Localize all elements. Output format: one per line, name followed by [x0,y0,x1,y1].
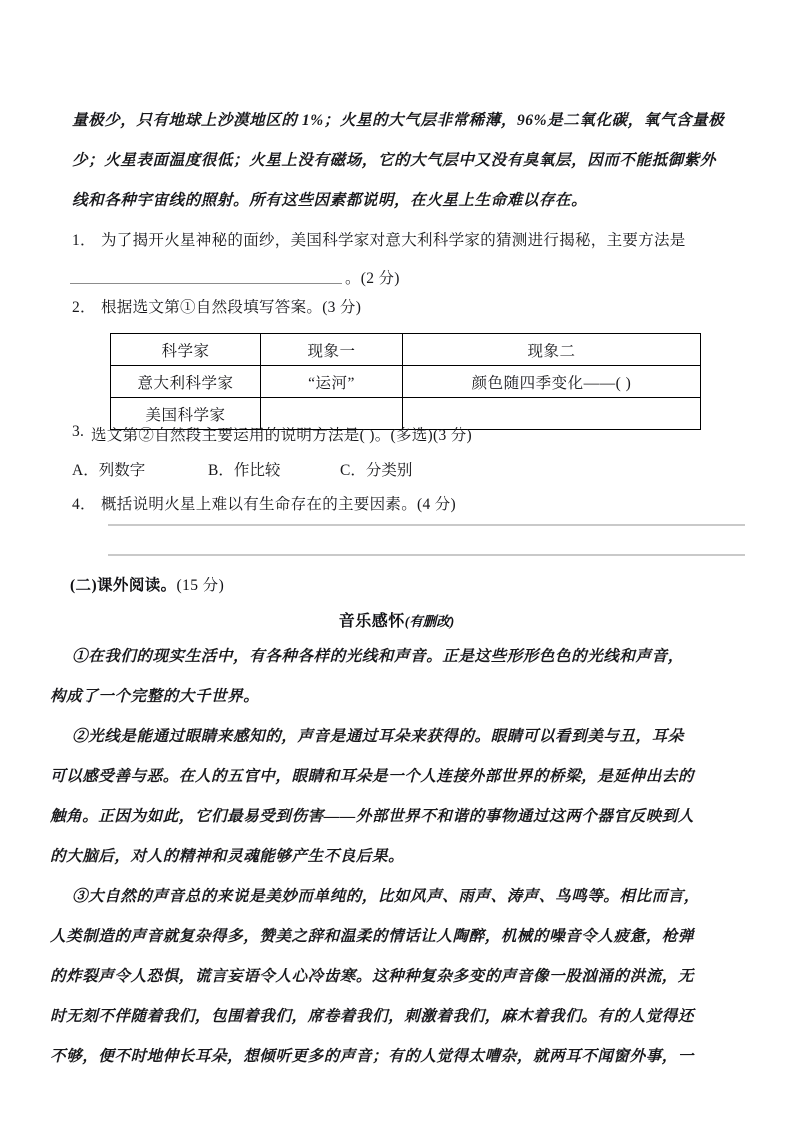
article-paragraph-line: 时无刻不伴随着我们，包围着我们，席卷着我们，刺激着我们，麻木着我们。有的人觉得还 [50,1008,695,1025]
question-1-answer-blank[interactable] [70,283,342,284]
question-3-option-a[interactable]: A．列数字 [72,462,146,479]
section-two-label: (二)课外阅读。 [70,577,177,594]
question-3-text: 选文第②自然段主要运用的说明方法是( )。(多选)(3 分) [91,427,472,444]
article-paragraph-line: 构成了一个完整的大千世界。 [50,688,260,705]
question-2-text: 根据选文第①自然段填写答案。(3 分) [101,299,362,316]
table-cell-scientist: 意大利科学家 [111,366,261,398]
table-header-cell: 科学家 [111,334,261,366]
question-4-answer-line[interactable] [108,524,745,526]
question-1-score: 。(2 分) [345,270,400,287]
article-paragraph-line: 人类制造的声音就复杂得多，赞美之辞和温柔的情话让人陶醉，机械的噪音令人疲惫，枪弹 [50,928,695,945]
article-paragraph-line: 的炸裂声令人恐惧，谎言妄语令人心冷齿寒。这种种复杂多变的声音像一股汹涌的洪流，无 [50,968,695,985]
question-4-answer-line[interactable] [108,554,745,556]
passage-line: 线和各种宇宙线的照射。所有这些因素都说明，在火星上生命难以存在。 [72,192,588,209]
question-1-text: 为了揭开火星神秘的面纱，美国科学家对意大利科学家的猜测进行揭秘，主要方法是 [101,232,686,249]
table-cell-scientist: 美国科学家 [111,398,261,430]
article-paragraph-line: ②光线是能通过眼睛来感知的，声音是通过耳朵来获得的。眼睛可以看到美与丑，耳朵 [72,728,684,745]
article-title-row [0,608,793,631]
article-title-note: (有删改) [404,614,455,629]
article-title: 音乐感怀 [338,613,405,630]
table-header-cell: 现象一 [261,334,403,366]
article-paragraph-line: 可以感受善与恶。在人的五官中，眼睛和耳朵是一个人连接外部世界的桥梁，是延伸出去的 [50,768,695,785]
passage-line: 量极少，只有地球上沙漠地区的 1%；火星的大气层非常稀薄，96%是二氧化碳，氧气含量极 [72,112,725,129]
article-paragraph-line: 不够，便不时地伸长耳朵，想倾听更多的声音；有的人觉得太嘈杂，就两耳不闻窗外事，一 [50,1048,695,1065]
article-paragraph-line: 触角。正因为如此，它们最易受到伤害——外部世界不和谐的事物通过这两个器官反映到人 [50,808,695,825]
passage-line: 少；火星表面温度很低；火星上没有磁场，它的大气层中又没有臭氧层，因而不能抵御紫外 [72,152,717,169]
article-paragraph-line: ③大自然的声音总的来说是美妙而单纯的，比如风声、雨声、涛声、鸟鸣等。相比而言， [72,888,700,905]
article-paragraph-line: 的大脑后，对人的精神和灵魂能够产生不良后果。 [50,848,405,865]
question-3-option-b[interactable]: B．作比较 [208,462,281,479]
question-3-option-c[interactable]: C．分类别 [340,462,413,479]
table-row [111,366,701,398]
question-1-number: 1． [72,232,96,249]
table-cell-phenomenon-two[interactable]: 颜色随四季变化——( ) [403,366,701,398]
answer-table [110,333,701,430]
question-4-number: 4． [72,496,96,513]
article-paragraph-line: ①在我们的现实生活中，有各种各样的光线和声音。正是这些形形色色的光线和声音， [72,648,684,665]
table-header-row [111,334,701,366]
section-two-score: (15 分) [176,577,225,594]
question-3-number: 3. [72,423,85,440]
question-4-text: 概括说明火星上难以有生命存在的主要因素。(4 分) [101,496,456,513]
question-2-number: 2． [72,299,96,316]
table-cell-phenomenon-one: “运河” [261,366,403,398]
table-header-cell: 现象二 [403,334,701,366]
section-two-heading [70,573,224,595]
